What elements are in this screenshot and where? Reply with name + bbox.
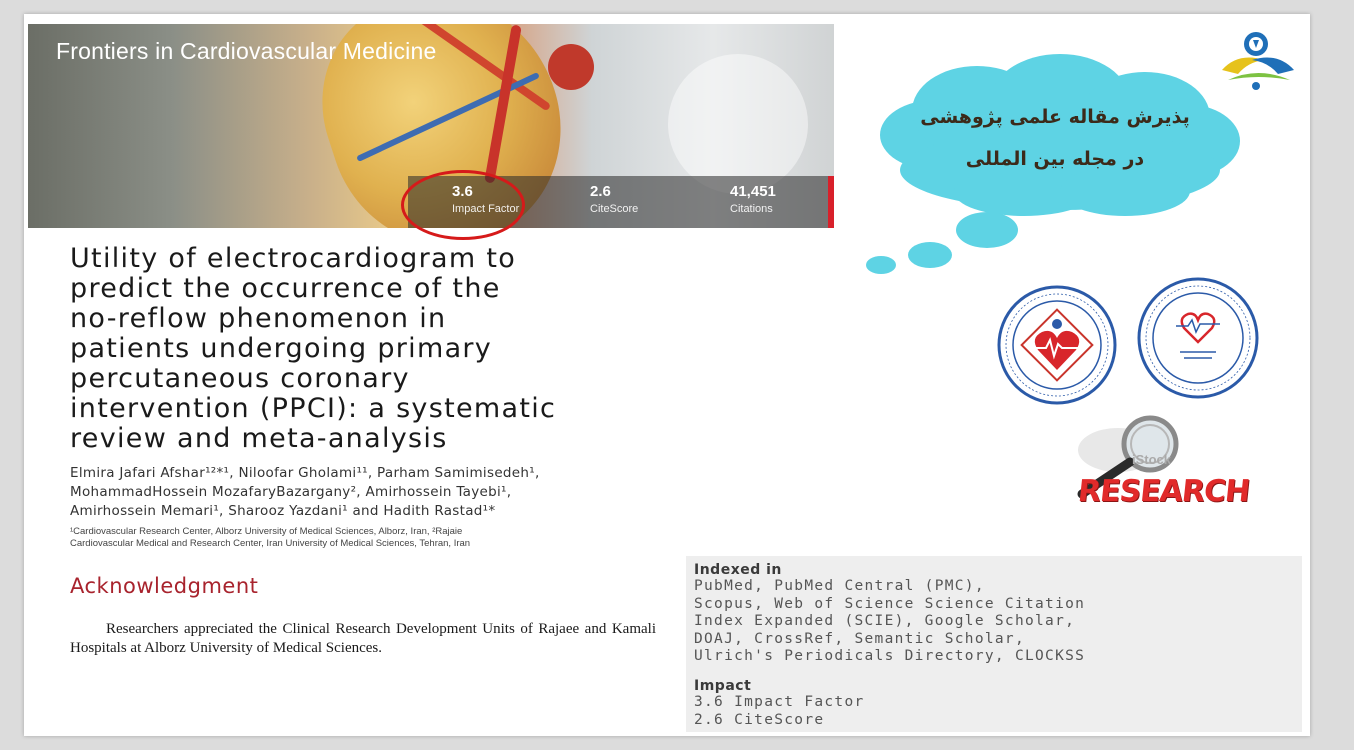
cloud-text <box>900 96 1210 180</box>
research-word: RESEARCH <box>1076 474 1251 509</box>
affiliation-line: ¹Cardiovascular Research Center, Alborz University of Medical Sciences, Alborz, Iran, ²Rajaie <box>70 526 463 537</box>
title-line: no-reflow phenomenon in <box>70 303 447 334</box>
impact-line: 2.6 CiteScore <box>694 711 825 728</box>
acknowledgment-text: Researchers appreciated the Clinical Research Development Units of Rajaee and Kamali Hospitals at Alborz University of Medical Sciences. <box>70 621 656 656</box>
title-line: predict the occurrence of the <box>70 273 501 304</box>
title-line: Utility of electrocardiogram to <box>70 243 517 274</box>
metric-value: 3.6 <box>452 183 473 200</box>
author-line: Elmira Jafari Afshar¹²*¹, Niloofar Gholami¹¹, Parham Samimisedeh¹, <box>70 465 540 481</box>
indexed-line: DOAJ, CrossRef, Semantic Scholar, <box>694 630 1025 647</box>
author-line: Amirhossein Memari¹, Sharooz Yazdani¹ and Hadith Rastad¹* <box>70 503 496 519</box>
indexing-panel <box>686 556 1302 732</box>
metrics-accent-bar <box>828 176 834 228</box>
title-line: patients undergoing primary <box>70 333 493 364</box>
author-line: MohammadHossein MozafaryBazargany², Amirhossein Tayebi¹, <box>70 484 512 500</box>
metric-label: CiteScore <box>590 203 639 215</box>
banner-background-shape <box>668 54 808 194</box>
cloud-tail-bubble <box>866 256 896 274</box>
magnifying-glass-icon <box>1058 414 1242 526</box>
impact-line: 3.6 Impact Factor <box>694 694 865 710</box>
journal-name: Frontiers in Cardiovascular Medicine <box>56 38 437 64</box>
title-line: review and meta-analysis <box>70 423 448 454</box>
author-affiliations <box>70 526 830 550</box>
cloud-tail-bubble <box>908 242 952 268</box>
indexed-line: Index Expanded (SCIE), Google Scholar, <box>694 613 1076 629</box>
affiliation-line: Cardiovascular Medical and Research Center, Iran University of Medical Sciences, Tehran, Iran <box>70 538 471 549</box>
impact-heading: Impact <box>694 678 752 694</box>
metric-value: 41,451 <box>730 183 776 200</box>
indexed-list <box>694 578 1294 666</box>
metric-label: Impact Factor <box>452 203 520 215</box>
clinical-research-development-unit-seal-icon <box>1136 276 1260 400</box>
article-authors <box>70 464 850 521</box>
metric-citations <box>730 183 776 215</box>
cloud-line: پذیرش مقاله علمی پژوهشی <box>920 106 1190 128</box>
article-title <box>70 244 830 454</box>
metric-citescore <box>590 183 638 215</box>
cloud-line: در مجله بین المللی <box>965 148 1145 170</box>
indexed-line: Scopus, Web of Science Science Citation <box>694 595 1086 612</box>
cloud-tail-bubble <box>956 212 1018 248</box>
indexed-line: PubMed, PubMed Central (PMC), <box>694 578 985 594</box>
acknowledgment-heading: Acknowledgment <box>70 574 259 598</box>
heart-model-knob <box>548 44 594 90</box>
indexed-heading: Indexed in <box>694 562 782 578</box>
cardiovascular-research-center-seal-icon <box>996 284 1118 406</box>
metric-label: Citations <box>730 203 773 215</box>
impact-factor-highlight-circle <box>401 170 525 240</box>
title-line: percutaneous coronary <box>70 363 410 394</box>
stock-watermark: iStock <box>1132 452 1172 467</box>
university-logo-icon <box>1218 30 1298 94</box>
indexed-line: Ulrich's Periodicals Directory, CLOCKSS <box>694 648 1086 664</box>
title-line: intervention (PPCI): a systematic <box>70 393 557 424</box>
impact-list <box>694 694 1294 729</box>
metric-value: 2.6 <box>590 183 611 200</box>
